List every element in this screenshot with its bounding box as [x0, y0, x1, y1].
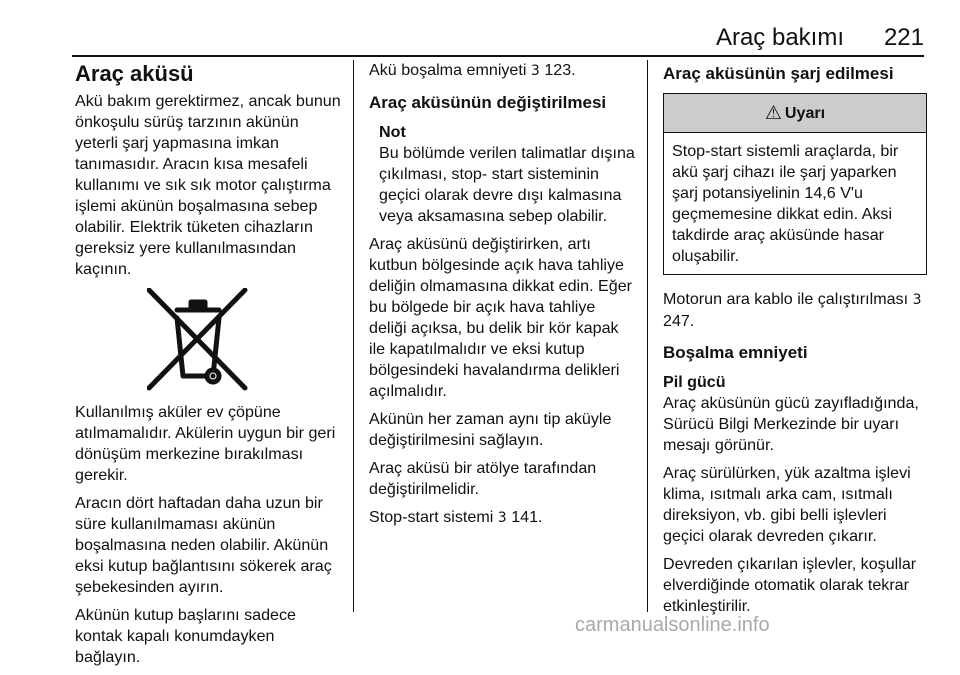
warning-body	[664, 133, 926, 274]
page-reference-arrow-icon: 3	[912, 292, 922, 308]
subheading-discharge-protection: Boşalma emniyeti	[663, 343, 808, 362]
reference-page: 123.	[544, 61, 576, 79]
watermark: carmanualsonline.info	[575, 614, 770, 636]
column-2	[369, 60, 635, 536]
cross-reference-discharge-protection	[369, 60, 635, 82]
reference-page: 247.	[663, 312, 695, 330]
paragraph-auto-reactivation: Devreden çıkarılan işlevler, koşullar elverdiğinde otomatik olarak tekrar etkinleştirilir.	[663, 555, 917, 615]
note-box	[369, 122, 635, 227]
paragraph-battery-disposal: Kullanılmış aküler ev çöpüne atılmamalıdır. Akülerin uygun bir geri dönüşüm merkezine bırakılması gerekir.	[75, 403, 336, 484]
reference-text: Motorun ara kablo ile çalıştırılması	[663, 290, 909, 308]
warning-text: Stop-start sistemli araçlarda, bir akü şarj cihazı ile şarj yaparken şarj potansiyelinin 14,6 V'u geçmemesine dikkat edin. Aksi takdirde araç aküsünde hasar oluşabilir.	[672, 142, 899, 265]
warning-triangle-icon: ⚠	[764, 101, 782, 124]
page-header	[0, 24, 924, 56]
page-reference-arrow-icon: 3	[497, 510, 507, 526]
subsubheading-battery-power: Pil gücü	[663, 373, 726, 391]
crossed-out-bin-icon	[147, 288, 251, 392]
page-number: 221	[883, 24, 924, 51]
paragraph-battery-maintenance: Akü bakım gerektirmez, ancak bunun önkoşulu sürüş tarzının akünün yeterli şarj yapmasına imkan tanımasıdır. Aracın kısa mesafeli kullanımı ve sık sık motor çalıştırma işlemi akünün boşalmasına sebep olabilir. Elektrik tüketen cihazların gereksiz yere kullanılmasından kaçının.	[75, 92, 341, 278]
page-reference-arrow-icon: 3	[530, 63, 540, 79]
column-divider-1	[353, 60, 354, 612]
subheading-battery-charging: Araç aküsünün şarj edilmesi	[663, 64, 894, 83]
note-text: Bu bölümde verilen talimatlar dışına çıkılması, stop- start sisteminin geçici olarak devre dışı kalmasına veya aksamasına sebep olabilir.	[379, 144, 635, 225]
paragraph-long-storage: Aracın dört haftadan daha uzun bir süre kullanılmaması akünün boşalmasına neden olabilir. Akünün eksi kutup bağlantısını sökerek araç şebekesinden ayırın.	[75, 494, 332, 596]
paragraph-load-reduction: Araç sürülürken, yük azaltma işlevi klima, ısıtmalı arka cam, ısıtmalı direksiyon, vb. gibi belli işlevleri geçici olarak devreden çıkarır.	[663, 464, 911, 545]
subheading-battery-replacement: Araç aküsünün değiştirilmesi	[369, 93, 607, 112]
column-1	[75, 60, 343, 675]
warning-box	[663, 93, 927, 275]
cross-reference-stop-start	[369, 507, 635, 529]
column-3	[663, 60, 927, 624]
reference-text: Akü boşalma emniyeti	[369, 61, 527, 79]
cross-reference-jump-start	[663, 289, 927, 332]
note-title: Not	[379, 123, 406, 141]
paragraph-same-type: Akünün her zaman aynı tip aküyle değiştirilmesini sağlayın.	[369, 410, 612, 449]
paragraph-vent-hole: Araç aküsünü değiştirirken, artı kutbun bölgesinde açık hava tahliye deliğin olmamasına dikkat edin. Eğer bu bölgede bir açık hava tahliye deliği açıksa, bu delik bir kör kapak ile kapatılmalıdır ve eksi kutup bölgesindeki havalandırma delikleri açılmalıdır.	[369, 235, 633, 400]
paragraph-terminal-connection: Akünün kutup başlarını sadece kontak kapalı konumdayken bağlayın.	[75, 606, 296, 666]
paragraph-workshop: Araç aküsü bir atölye tarafından değiştirilmelidir.	[369, 459, 597, 498]
warning-title: Uyarı	[784, 103, 826, 122]
reference-text: Stop-start sistemi	[369, 508, 494, 526]
page-title: Araç bakımı	[715, 24, 844, 51]
header-rule	[72, 55, 924, 57]
warning-header	[664, 94, 926, 133]
paragraph-warning-message: Araç aküsünün gücü zayıfladığında, Sürücü Bilgi Merkezinde bir uyarı mesajı görünür.	[663, 394, 919, 454]
reference-page: 141.	[511, 508, 543, 526]
column-divider-2	[647, 60, 648, 612]
section-heading-car-battery: Araç aküsü	[75, 61, 194, 86]
